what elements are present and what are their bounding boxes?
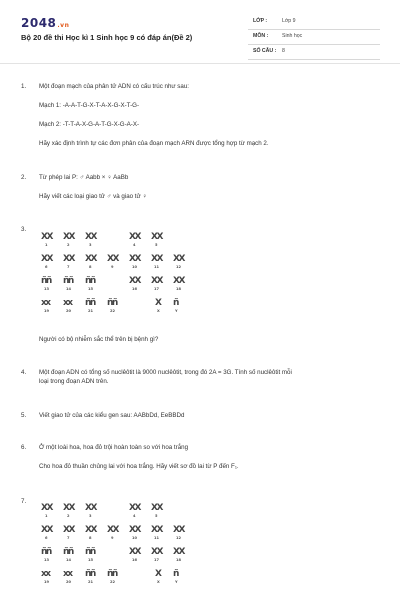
meta-value: Lớp 9 [282, 18, 296, 24]
chromosome-pair: XX 11 [151, 254, 162, 269]
karyotype-row [41, 547, 191, 567]
chromosome-pair: XX 12 [173, 254, 184, 269]
question-text: Người có bộ nhiễm sắc thể trên bị bệnh gì? [39, 336, 159, 343]
question-body [39, 173, 379, 211]
chromosome-pair: ñ Y [173, 298, 178, 313]
logo-suffix: .vn [57, 22, 70, 29]
chromosome-pair: XX 7 [63, 525, 74, 540]
chromosome-pair: xx 19 [41, 569, 50, 584]
chromosome-pair: X X [155, 569, 161, 584]
logo-main: 2048 [21, 16, 57, 30]
chromosome-pair: XX 8 [85, 254, 96, 269]
question-number: 4. [21, 369, 27, 376]
question-body [39, 443, 379, 481]
chromosome-pair: XX 8 [85, 525, 96, 540]
chromosome-pair: XX 11 [151, 525, 162, 540]
chromosome-pair: XX 3 [85, 503, 96, 518]
meta-key: SỐ CÂU : [253, 48, 277, 54]
chromosome-pair: ññ 15 [85, 276, 95, 291]
chromosome-pair: XX 1 [41, 232, 52, 247]
question-text: Hãy viết các loại giao tử ♂ và giao tử ♀ [39, 193, 148, 200]
chromosome-pair: XX 3 [85, 232, 96, 247]
karyotype-row [41, 569, 191, 589]
chromosome-pair: ññ 13 [41, 547, 51, 562]
question-number: 7. [21, 498, 27, 505]
chromosome-pair: XX 16 [129, 547, 140, 562]
chromosome-pair: XX 12 [173, 525, 184, 540]
chromosome-pair: xx 20 [63, 298, 72, 313]
meta-key: LỚP : [253, 18, 268, 24]
question-text: Một đoạn ADN có tổng số nuclêôtit là 9000 nuclêôtit, trong đó 2A = 3G. Tính số nuclêôtit mỗi [39, 369, 292, 376]
question-body [39, 411, 379, 430]
meta-value: Sinh học [282, 33, 303, 39]
chromosome-pair: XX 9 [107, 525, 118, 540]
chromosome-pair: XX 2 [63, 503, 74, 518]
karyotype-row [41, 232, 191, 252]
meta-row-subject [248, 30, 380, 45]
chromosome-pair: ññ 14 [63, 547, 73, 562]
karyotype-row [41, 276, 191, 296]
chromosome-pair: ññ 22 [107, 298, 117, 313]
site-logo[interactable] [21, 16, 69, 30]
chromosome-pair: XX 16 [129, 276, 140, 291]
karyotype-row [41, 525, 191, 545]
question-body [39, 82, 379, 158]
question-text: Từ phép lai P: ♂ Aabb × ♀ AaBb [39, 174, 129, 181]
chromosome-pair: xx 19 [41, 298, 50, 313]
question-number: 6. [21, 444, 27, 451]
chromosome-pair: XX 5 [151, 503, 162, 518]
chromosome-pair: ññ 15 [85, 547, 95, 562]
page-title: Bộ 20 đề thi Học kì 1 Sinh học 9 có đáp án(Đề 2) [21, 33, 193, 42]
meta-value: 8 [282, 48, 285, 54]
chromosome-pair: ññ 21 [85, 298, 95, 313]
karyotype-row [41, 298, 191, 318]
question-number: 3. [21, 226, 27, 233]
karyotype-row [41, 503, 191, 523]
question-text: Viết giao tử của các kiểu gen sau: AABbDd, EeBBDd [39, 412, 185, 419]
chromosome-pair: XX 6 [41, 254, 52, 269]
chromosome-pair: XX 6 [41, 525, 52, 540]
meta-row-class [248, 15, 380, 30]
chromosome-pair: XX 18 [173, 547, 184, 562]
chromosome-pair: ññ 21 [85, 569, 95, 584]
question-text: loại trong đoạn ADN trên. [39, 378, 109, 385]
chromosome-pair: ññ 14 [63, 276, 73, 291]
chromosome-pair: X X [155, 298, 161, 313]
question-text: Một đoạn mạch của phân tử ADN có cấu trúc như sau: [39, 83, 189, 90]
question-number: 1. [21, 83, 27, 90]
header-divider [0, 63, 400, 64]
question-text: Mạch 1: -A-A-T-G-X-T-A-X-G-X-T-G- [39, 102, 140, 109]
question-text: Hãy xác định trình tự các đơn phân của đoạn mạch ARN được tổng hợp từ mạch 2. [39, 140, 269, 147]
chromosome-pair: XX 1 [41, 503, 52, 518]
chromosome-pair: XX 2 [63, 232, 74, 247]
chromosome-pair: XX 17 [151, 276, 162, 291]
question-number: 2. [21, 174, 27, 181]
chromosome-pair: XX 9 [107, 254, 118, 269]
chromosome-pair: XX 10 [129, 254, 140, 269]
karyotype-image-q7 [41, 503, 191, 591]
chromosome-pair: XX 7 [63, 254, 74, 269]
chromosome-pair: XX 4 [129, 232, 140, 247]
meta-table [248, 15, 380, 60]
chromosome-pair: ññ 13 [41, 276, 51, 291]
meta-key: MÔN : [253, 33, 269, 39]
question-text: Ở một loài hoa, hoa đỏ trội hoàn toàn so với hoa trắng [39, 444, 189, 451]
question-body [39, 335, 379, 354]
chromosome-pair: XX 17 [151, 547, 162, 562]
chromosome-pair: xx 20 [63, 569, 72, 584]
chromosome-pair: XX 5 [151, 232, 162, 247]
karyotype-image-q3 [41, 232, 191, 320]
question-body [39, 368, 379, 386]
karyotype-row [41, 254, 191, 274]
chromosome-pair: ñ Y [173, 569, 178, 584]
question-text: Mạch 2: -T-T-A-X-G-A-T-G-X-G-A-X- [39, 121, 140, 128]
meta-row-count [248, 45, 380, 60]
chromosome-pair: XX 10 [129, 525, 140, 540]
chromosome-pair: XX 18 [173, 276, 184, 291]
chromosome-pair: ññ 22 [107, 569, 117, 584]
page-header [0, 0, 400, 62]
chromosome-pair: XX 4 [129, 503, 140, 518]
question-number: 5. [21, 412, 27, 419]
question-text: Cho hoa đỏ thuần chủng lai với hoa trắng. Hãy viết sơ đồ lai từ P đến F₁. [39, 463, 239, 470]
